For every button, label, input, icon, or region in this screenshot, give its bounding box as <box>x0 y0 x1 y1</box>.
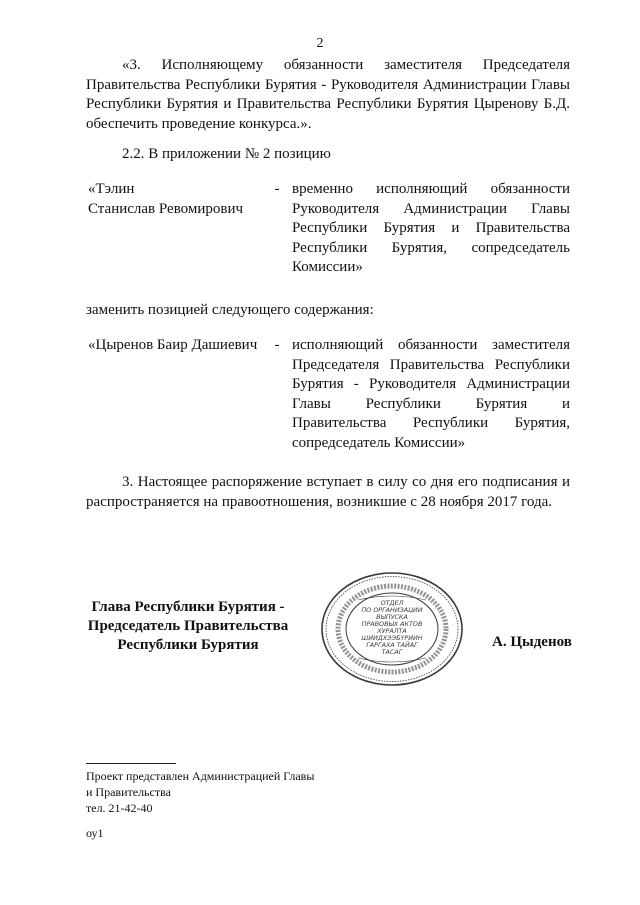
seal-line-7: ГАРГАХА ТАЙАГ <box>366 641 418 649</box>
signatory-name: А. Цыденов <box>492 634 572 650</box>
seal-line-3: ВЫПУСКА <box>376 613 408 621</box>
seal-line-4: ПРАВОВЫХ АКТОВ <box>361 620 423 628</box>
paragraph-item-2-2: 2.2. В приложении № 2 позицию <box>122 146 331 162</box>
footer-phone: тел. 21-42-40 <box>86 801 153 815</box>
old-position-name-line1: «Тэлин <box>88 181 135 197</box>
document-code: оу1 <box>86 826 104 840</box>
page-number: 2 <box>316 36 324 51</box>
signatory-title-line2: Председатель Правительства <box>87 618 289 634</box>
seal-line-2: ПО ОРГАНИЗАЦИИ <box>361 606 423 614</box>
signatory-title-line1: Глава Республики Бурятия - <box>91 599 285 615</box>
new-position-description: исполняющий обязанности заместителя Председателя Правительства Республики Бурятия - Руководителя Администрации Главы Республики Бурятия и Правительства Республики Бурятия, сопредседатель Комиссии» <box>292 337 570 451</box>
new-position-name: «Цыренов Баир Дашиевич <box>88 337 258 353</box>
new-position-dash: - <box>274 337 280 353</box>
footer-divider <box>86 763 176 764</box>
signatory-title <box>84 598 292 655</box>
paragraph-clause-3-effective: 3. Настоящее распоряжение вступает в силу со дня его подписания и распространяется на правоотношения, возникшие с 28 ноября 2017 года. <box>86 474 570 510</box>
seal-line-1: ОТДЕЛ <box>380 599 404 607</box>
signatory-title-line3: Республики Бурятия <box>117 637 259 653</box>
footer-line1: Проект представлен Администрацией Главы <box>86 769 315 783</box>
old-position-description: временно исполняющий обязанности Руководителя Администрации Главы Республики Бурятия и Правительства Республики Бурятия, сопредседатель Комиссии» <box>292 181 570 275</box>
paragraph-clause-3: «3. Исполняющему обязанности заместителя Председателя Правительства Республики Бурятия - Руководителя Администрации Главы Республики Бурятия и Правительства Республики Бурятия Цыренову Б.Д. обеспечить проведение конкурса.». <box>86 57 570 132</box>
seal-line-6: ШИИДХЭЭБҮРИИН <box>361 634 423 642</box>
footer-note <box>86 768 314 816</box>
official-seal <box>318 570 466 688</box>
seal-line-8: ТАСАГ <box>381 648 403 656</box>
paragraph-replace: заменить позицией следующего содержания: <box>86 302 374 318</box>
old-position-dash: - <box>274 181 280 197</box>
old-position-name <box>88 180 266 219</box>
seal-line-5: ХУРАЛТА <box>377 627 407 635</box>
old-position-name-line2: Станислав Ревомирович <box>88 200 244 217</box>
footer-line2: и Правительства <box>86 785 171 799</box>
